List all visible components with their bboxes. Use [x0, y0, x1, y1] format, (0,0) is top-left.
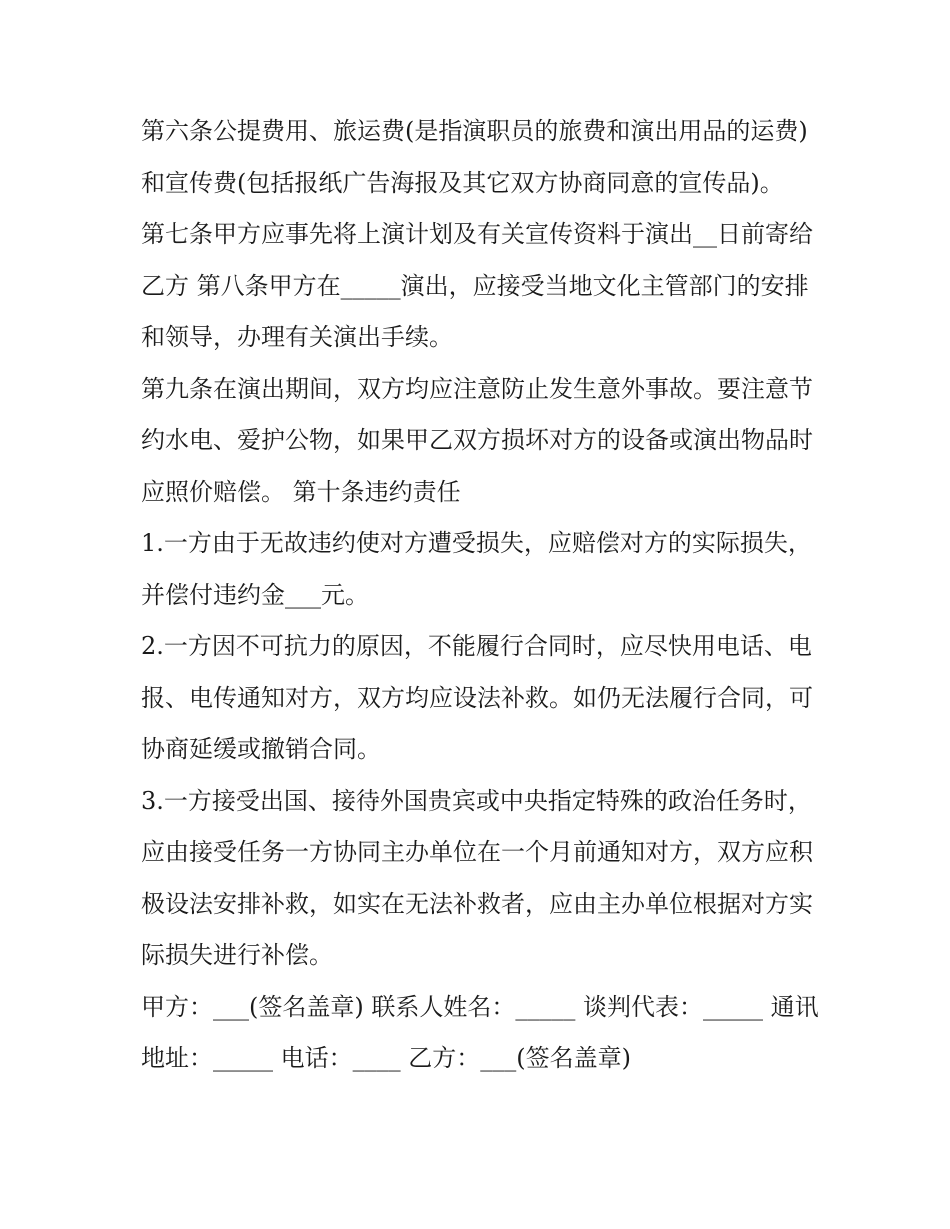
paragraph-clause-3: 3.一方接受出国、接待外国贵宾或中央指定特殊的政治任务时，应由接受任务一方协同主办单位在一个月前通知对方，双方应积极设法安排补救，如实在无法补救者，应由主办单位根据对方实际损失进行补偿。 — [141, 786, 813, 969]
paragraph-article-6: 第六条公提费用、旅运费(是指演职员的旅费和演出用品的运费)和宣传费(包括报纸广告海报及其它双方协商同意的宣传品)。 — [141, 117, 808, 197]
paragraph-signatures: 甲方：___(签名盖章) 联系人姓名：_____ 谈判代表：_____ 通讯地址：_____ 电话：____ 乙方：___(签名盖章) — [141, 992, 819, 1072]
paragraph-article-7-8: 第七条甲方应事先将上演计划及有关宣传资料于演出__日前寄给乙方 第八条甲方在_____演出，应接受当地文化主管部门的安排和领导，办理有关演出手续。 — [141, 220, 813, 351]
document-body — [141, 106, 821, 1085]
paragraph-clause-1: 1.一方由于无故违约使对方遭受损失，应赔偿对方的实际损失，并偿付违约金___元。 — [141, 529, 812, 609]
paragraph-clause-2: 2.一方因不可抗力的原因，不能履行合同时，应尽快用电话、电报、电传通知对方，双方均应设法补救。如仍无法履行合同，可协商延缓或撤销合同。 — [141, 632, 813, 763]
paragraph-article-9-10: 第九条在演出期间，双方均应注意防止发生意外事故。要注意节约水电、爱护公物，如果甲乙双方损坏对方的设备或演出物品时应照价赔偿。 第十条违约责任 — [141, 374, 813, 506]
